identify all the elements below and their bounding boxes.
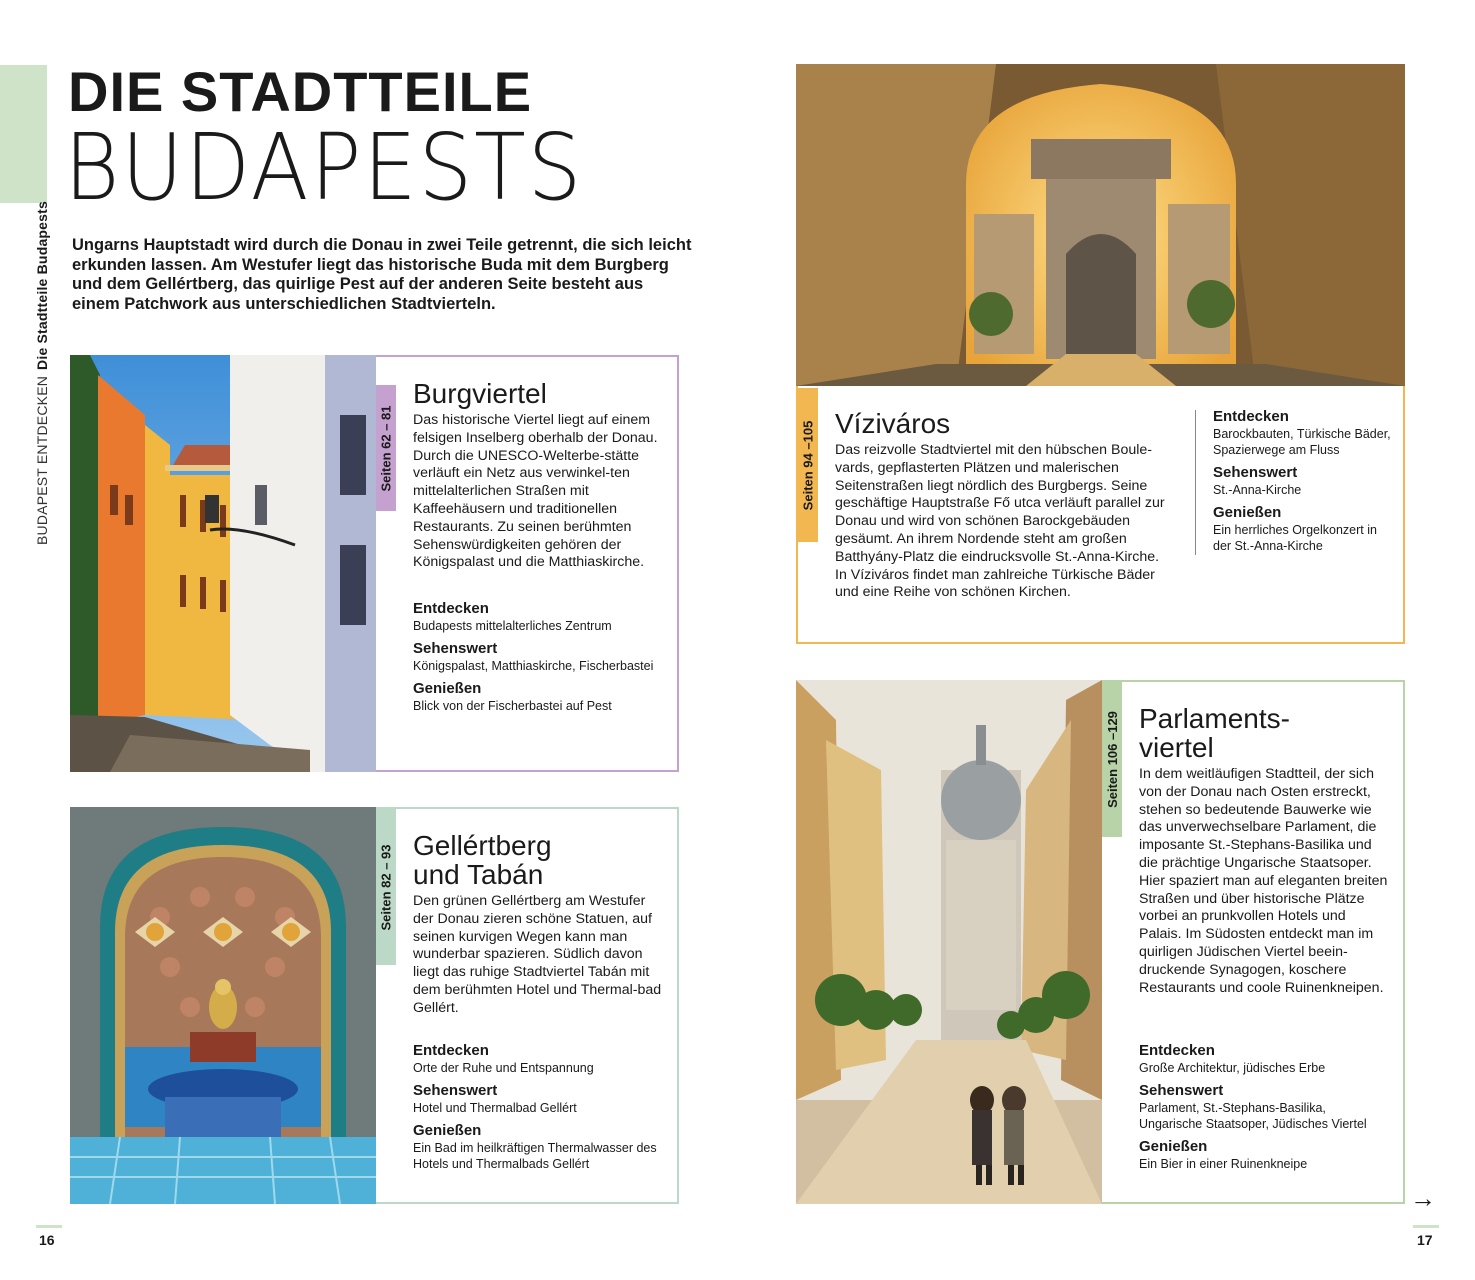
fact-text: Parlament, St.-Stephans-Basilika, Ungarische Staatsoper, Jüdisches Viertel [1139, 1101, 1367, 1131]
page-number-left: 16 [39, 1232, 55, 1248]
burgviertel-pages-tab [376, 385, 396, 511]
fact-text: Ein Bad im heilkräftigen Thermalwasser des Hotels und Thermalbads Gellért [413, 1141, 657, 1171]
gellertberg-title: Gellértberg und Tabán [413, 830, 552, 890]
fact-heading: Sehenswert [413, 1082, 498, 1099]
fact-text: St.-Anna-Kirche [1213, 483, 1302, 497]
vizivaros-pages-tab [798, 388, 818, 542]
parlamentsviertel-text: In dem weitläufigen Stadtteil, der sich von der Donau nach Osten erstreckt, stehen so bedeutende Bauwerke wie das unverwechselbare Parlament, die imposante St.-Stephans-Basilika und die prächtige Ungarische Staatsoper. Hier spaziert man auf eleganten breiten Straßen und über historische Plätze vorbei an prunkvollen Hotels und Palais. Im Südosten entdeckt man im quirligen Jüdischen Viertel beein-druckende Synagogen, koschere Restaurants und coole Ruinenkneipen. [1139, 766, 1388, 996]
vizivaros-photo [796, 64, 1405, 386]
fact-text: Barockbauten, Türkische Bäder, Spazierwege am Fluss [1213, 427, 1391, 457]
district-card-parlamentsviertel [796, 680, 1405, 1204]
arrow-right-icon[interactable]: → [1410, 1183, 1436, 1213]
gellertberg-pages: Seiten 82 – 93 [378, 844, 394, 930]
gellertberg-facts [413, 1042, 663, 1178]
gellertberg-photo [70, 807, 376, 1204]
fact-heading: Genießen [413, 1122, 482, 1139]
running-head-section: BUDAPEST ENTDECKEN [34, 375, 50, 545]
fact-text: Königspalast, Matthiaskirche, Fischerbastei [413, 659, 654, 673]
parlamentsviertel-pages-tab [1102, 682, 1122, 837]
fact-text: Budapests mittelalterliches Zentrum [413, 619, 612, 633]
fact-text: Hotel und Thermalbad Gellért [413, 1101, 577, 1115]
fact-text: Große Architektur, jüdisches Erbe [1139, 1061, 1326, 1075]
fact-heading: Sehenswert [1213, 464, 1298, 481]
fact-text: Ein herrliches Orgelkonzert in der St.-Anna-Kirche [1213, 523, 1377, 553]
running-head [34, 201, 50, 545]
burgviertel-photo [70, 355, 376, 772]
parlamentsviertel-pages: Seiten 106 –129 [1104, 711, 1120, 808]
intro-text: Ungarns Hauptstadt wird durch die Donau in zwei Teile getrennt, die sich leicht erkunden lassen. Am Westufer liegt das historische Buda mit dem Burgberg und dem Gellértberg, das quirlige Pest auf der anderen Seite besteht aus einem Patchwork aus unterschiedlichen Stadtvierteln. [72, 236, 692, 313]
fact-heading: Entdecken [1213, 408, 1289, 425]
fact-text: Ein Bier in einer Ruinenkneipe [1139, 1157, 1308, 1171]
burgviertel-text: Das historische Viertel liegt auf einem felsigen Inselberg oberhalb der Donau. Durch die UNESCO-Welterbe-stätte verläuft ein Netz aus verwinkel-ten mittelalterlichen Straßen mit Kaffeehäusern und traditionellen Restaurants. Zu seinen berühmten Sehenswürdigkeiten gehören der Königspalast und die Matthiaskirche. [413, 412, 658, 571]
district-card-gellertberg [70, 807, 679, 1204]
fact-heading: Sehenswert [413, 640, 498, 657]
column-divider [1195, 410, 1196, 555]
section-tab [0, 65, 47, 203]
fact-heading: Sehenswert [1139, 1082, 1224, 1099]
fact-heading: Entdecken [413, 600, 489, 617]
fact-heading: Entdecken [1139, 1042, 1215, 1059]
fact-heading: Genießen [1213, 504, 1282, 521]
vizivaros-pages: Seiten 94 –105 [800, 420, 816, 510]
gellertberg-text: Den grünen Gellértberg am Westufer der Donau zieren schöne Statuen, auf seinen kurvigen Wegen kann man wunderbar spazieren. Südlich davon liegt das ruhige Stadtviertel Tabán mit dem berühmten Hotel und Thermal-bad Gellért. [413, 893, 662, 1016]
page-title-line2: BUDAPESTS [64, 114, 584, 221]
fact-heading: Entdecken [413, 1042, 489, 1059]
page-title-line1: DIE STADTTEILE [68, 60, 533, 123]
vizivaros-title: Víziváros [835, 408, 951, 439]
running-head-chapter: Die Stadtteile Budapests [34, 201, 50, 370]
gellertberg-pages-tab [376, 809, 396, 965]
district-card-burgviertel [70, 355, 679, 772]
parlamentsviertel-photo [796, 680, 1102, 1204]
district-card-vizivaros [796, 64, 1405, 644]
fact-heading: Genießen [413, 680, 482, 697]
page-number-right: 17 [1417, 1232, 1433, 1248]
parlamentsviertel-facts [1139, 1042, 1391, 1178]
burgviertel-pages: Seiten 62 – 81 [378, 405, 394, 491]
fact-text: Orte der Ruhe und Entspannung [413, 1061, 594, 1075]
burgviertel-title: Burgviertel [413, 378, 547, 409]
vizivaros-facts [1213, 408, 1391, 560]
page-marker-right [1413, 1225, 1439, 1228]
vizivaros-text: Das reizvolle Stadtviertel mit den hübschen Boule-vards, gepflasterten Plätzen und malerischen Seitenstraßen liegt nördlich des Burgbergs. Seine geschäftige Hauptstraße Fő utca verläuft parallel zur Donau und wird von schönen Barockgebäuden gesäumt. An ihrem Nordende steht am großen Batthyány-Platz die eindrucksvolle St.-Anna-Kirche. In Víziváros findet man zahlreiche Türkische Bäder und eine Reihe von schönen Kirchen. [835, 442, 1165, 601]
parlamentsviertel-title: Parlaments-viertel [1139, 703, 1290, 763]
burgviertel-facts [413, 600, 663, 720]
fact-text: Blick von der Fischerbastei auf Pest [413, 699, 612, 713]
fact-heading: Genießen [1139, 1138, 1208, 1155]
page-marker-left [36, 1225, 62, 1228]
